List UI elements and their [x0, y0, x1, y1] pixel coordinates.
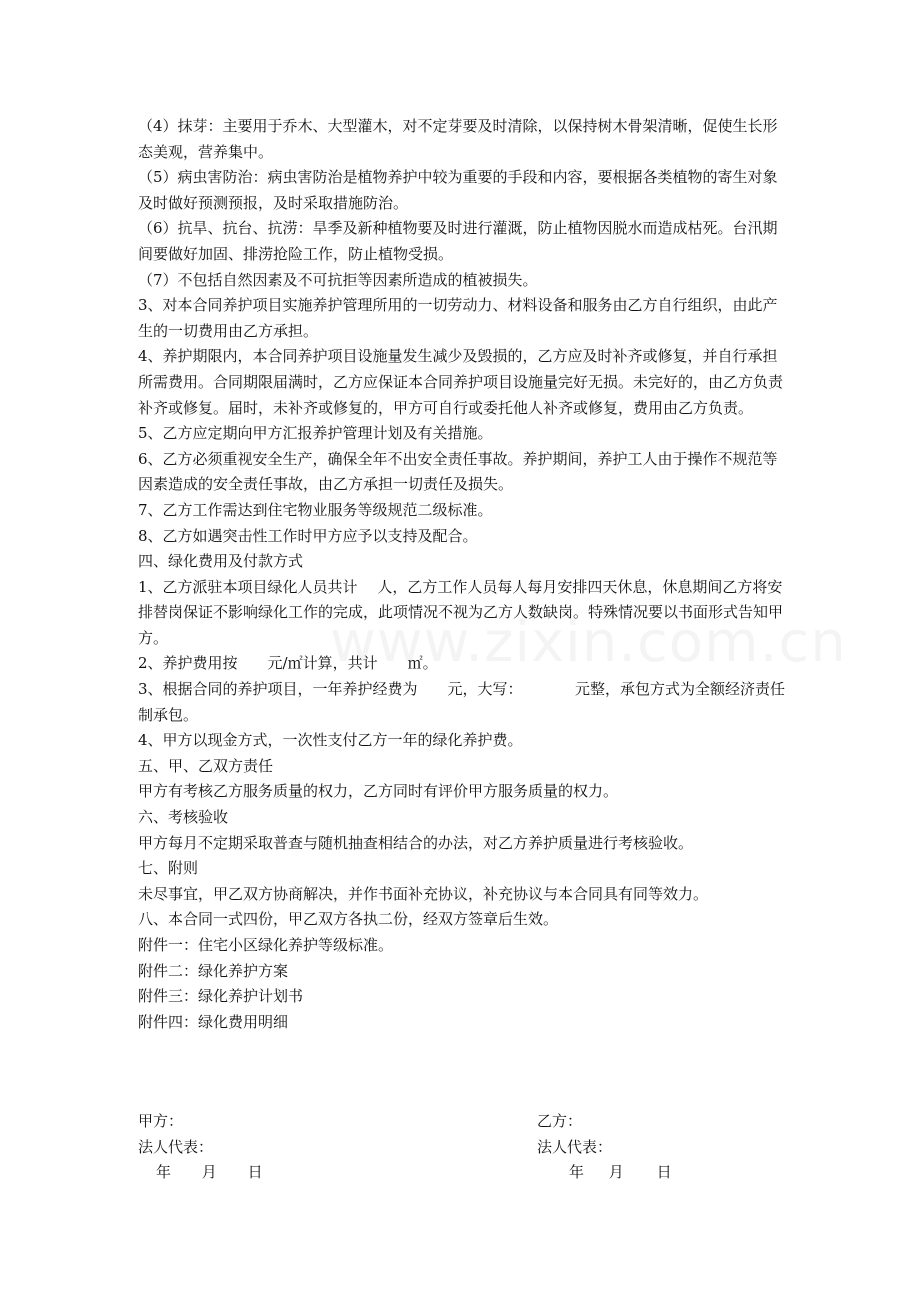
clause-drought-typhoon: （6）抗旱、抗台、抗涝：旱季及新种植物要及时进行灌溉，防止植物因脱水而造成枯死。台汛期间要做好加固、排涝抢险工作，防止植物受损。	[138, 219, 778, 263]
party-b-month: 月	[608, 1163, 624, 1182]
party-b-label: 乙方：	[537, 1112, 583, 1130]
signature-party-b	[537, 1109, 837, 1186]
section-heading-inspection: 六、考核验收	[138, 808, 229, 827]
clause-exclusions: （7）不包括自然因素及不可抗拒等因素所造成的植被损失。	[138, 270, 538, 289]
fee-clause-1-staff: 1、乙方派驻本项目绿化人员共计 人，乙方工作人员每人每月安排四天休息，休息期间乙方将安排替岗保证不影响绿化工作的完成，此项情况不视为乙方人数缺岗。特殊情况要以书面形式告知甲方。	[138, 577, 784, 647]
fee-clause-4-payment: 4、甲方以现金方式，一次性支付乙方一年的绿化养护费。	[138, 731, 523, 750]
party-a-day: 日	[247, 1163, 263, 1182]
party-b-rep-label: 法人代表：	[537, 1137, 613, 1156]
party-b-year: 年	[569, 1163, 585, 1182]
signature-party-a	[138, 1109, 438, 1186]
party-a-date	[138, 1160, 438, 1186]
section-heading-fees: 四、绿化费用及付款方式	[138, 552, 304, 571]
clause-7-standard: 7、乙方工作需达到住宅物业服务等级规范二级标准。	[138, 500, 493, 519]
clause-pest-control: （5）病虫害防治：病虫害防治是植物养护中较为重要的手段和内容，要根据各类植物的寄生对象及时做好预测预报，及时采取措施防治。	[138, 168, 778, 212]
party-a-rep-label: 法人代表：	[138, 1137, 214, 1156]
inspection-text: 甲方每月不定期采取普查与随机抽查相结合的办法，对乙方养护质量进行考核验收。	[138, 833, 694, 852]
clause-6-safety: 6、乙方必须重视安全生产，确保全年不出安全责任事故。养护期间，养护工人由于操作不规范等因素造成的安全责任事故，由乙方承担一切责任及损失。	[138, 449, 778, 494]
clause-3-labor-costs: 3、对本合同养护项目实施养护管理所用的一切劳动力、材料设备和服务由乙方自行组织，由此产生的一切费用由乙方承担。	[138, 296, 778, 340]
attachment-1: 附件一：住宅小区绿化养护等级标准。	[138, 936, 394, 954]
attachment-3: 附件三：绿化养护计划书	[138, 987, 304, 1006]
contract-body	[138, 114, 788, 1035]
party-a-year: 年	[156, 1163, 172, 1182]
party-a-month: 月	[201, 1163, 217, 1182]
party-a-label: 甲方：	[138, 1112, 184, 1130]
attachment-2: 附件二：绿化养护方案	[138, 961, 289, 980]
clause-5-reporting: 5、乙方应定期向甲方汇报养护管理计划及有关措施。	[138, 424, 493, 443]
supplementary-text: 未尽事宜，甲乙双方协商解决，并作书面补充协议，补充协议与本合同具有同等效力。	[138, 884, 709, 903]
fee-clause-3-annual: 3、根据合同的养护项目，一年养护经费为 元，大写： 元整，承包方式为全额经济责任制承包。	[138, 680, 786, 724]
section-heading-supplementary: 七、附则	[138, 859, 199, 878]
fee-clause-2-rate: 2、养护费用按 元/㎡计算，共计 ㎡。	[138, 654, 438, 673]
party-b-day: 日	[656, 1163, 672, 1182]
responsibility-text: 甲方有考核乙方服务质量的权力，乙方同时有评价甲方服务质量的权力。	[138, 782, 619, 801]
attachment-4: 附件四：绿化费用明细	[138, 1012, 289, 1031]
section-heading-responsibility: 五、甲、乙双方责任	[138, 756, 274, 775]
party-b-date	[537, 1160, 837, 1186]
section-copies: 八、本合同一式四份，甲乙双方各执二份，经双方签章后生效。	[138, 910, 559, 929]
clause-8-urgent-work: 8、乙方如遇突击性工作时甲方应予以支持及配合。	[138, 526, 478, 545]
clause-4-facility-loss: 4、养护期限内，本合同养护项目设施量发生减少及毁损的，乙方应及时补齐或修复，并自行承担所需费用。合同期限届满时，乙方应保证本合同养护项目设施量完好无损。未完好的，由乙方负责补齐或修复。届时，未补齐或修复的，甲方可自行或委托他人补齐或修复，费用由乙方负责。	[138, 347, 784, 417]
clause-pruning-buds: （4）抹芽：主要用于乔木、大型灌木，对不定芽要及时清除，以保持树木骨架清晰，促使生长形态美观，营养集中。	[138, 117, 778, 161]
